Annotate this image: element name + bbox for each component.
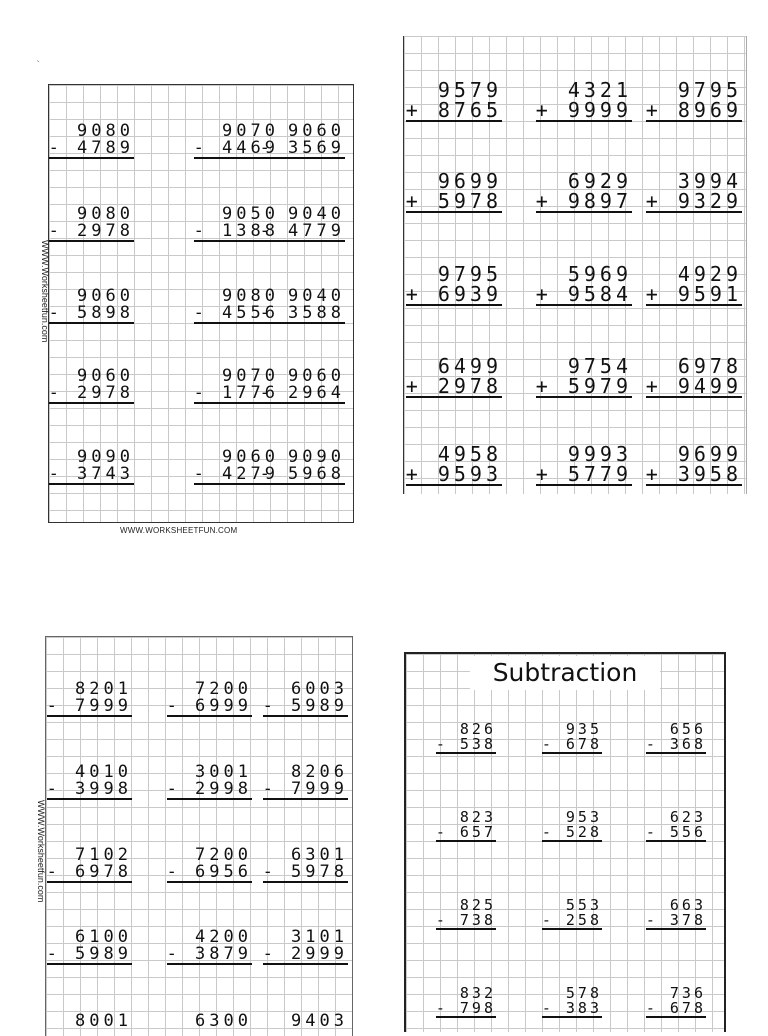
stray-mark: ` (36, 60, 41, 69)
minuend: 9403 (291, 1011, 348, 1031)
math-problem (260, 449, 345, 485)
subtraction-worksheet-a (48, 84, 354, 523)
minuend: 935 (565, 720, 602, 738)
subtrahend: - 3879 (166, 944, 252, 964)
minuend: 4200 (195, 927, 252, 947)
math-problem (167, 764, 252, 800)
subtrahend: - 738 (435, 911, 496, 929)
minuend: 9080 (77, 204, 134, 224)
math-problem (260, 368, 345, 404)
math-problem (536, 356, 632, 398)
subtrahend: + 9897 (535, 189, 632, 213)
subtrahend: + 9499 (645, 374, 742, 398)
addition-worksheet-b (403, 36, 747, 494)
minuend: 4929 (677, 262, 742, 286)
math-problem (195, 1013, 252, 1030)
minuend: 6003 (291, 679, 348, 699)
minuend: 826 (459, 720, 496, 738)
subtrahend: + 8765 (405, 98, 502, 122)
worksheet-title: Subtraction (470, 656, 660, 690)
math-problem (263, 681, 348, 717)
math-problem (646, 898, 706, 930)
side-watermark-a: WWW.Worksheetfun.com (40, 240, 50, 343)
minuend: 6978 (677, 354, 742, 378)
subtrahend: - 3743 (48, 464, 134, 484)
minuend: 623 (669, 808, 706, 826)
math-problem (646, 171, 742, 213)
minuend: 9040 (288, 286, 345, 306)
minuend: 6300 (195, 1011, 252, 1031)
minuend: 553 (565, 896, 602, 914)
subtraction-worksheet-d (404, 652, 726, 1032)
math-problem (75, 1013, 132, 1030)
subtrahend: - 2978 (48, 221, 134, 241)
minuend: 578 (565, 984, 602, 1002)
minuend: 9060 (77, 366, 134, 386)
subtrahend: + 5978 (405, 189, 502, 213)
minuend: 8001 (75, 1011, 132, 1031)
subtrahend: + 8969 (645, 98, 742, 122)
subtrahend: - 528 (541, 823, 602, 841)
subtrahend: - 368 (645, 735, 706, 753)
minuend: 736 (669, 984, 706, 1002)
minuend: 9060 (222, 447, 279, 467)
minuend: 9060 (288, 121, 345, 141)
math-problem (263, 929, 348, 965)
subtrahend: - 2998 (166, 779, 252, 799)
math-problem (646, 264, 742, 306)
minuend: 7102 (75, 845, 132, 865)
math-problem (167, 847, 252, 883)
subtrahend: - 6999 (166, 696, 252, 716)
subtrahend: + 9591 (645, 282, 742, 306)
minuend: 9699 (437, 169, 502, 193)
subtrahend: + 9593 (405, 462, 502, 486)
math-problem (406, 264, 502, 306)
math-problem (436, 898, 496, 930)
subtrahend: + 5979 (535, 374, 632, 398)
subtrahend: - 5968 (259, 464, 345, 484)
math-problem (47, 681, 132, 717)
math-problem (406, 171, 502, 213)
math-problem (536, 80, 632, 122)
math-problem (49, 288, 134, 324)
math-problem (406, 444, 502, 486)
subtrahend: - 798 (435, 999, 496, 1017)
math-problem (49, 123, 134, 159)
math-problem (646, 444, 742, 486)
minuend: 656 (669, 720, 706, 738)
minuend: 6100 (75, 927, 132, 947)
minuend: 9070 (222, 121, 279, 141)
math-problem (436, 986, 496, 1018)
minuend: 8206 (291, 762, 348, 782)
subtrahend: - 378 (645, 911, 706, 929)
subtrahend: + 9329 (645, 189, 742, 213)
minuend: 6499 (437, 354, 502, 378)
minuend: 825 (459, 896, 496, 914)
subtrahend: + 2978 (405, 374, 502, 398)
subtrahend: - 538 (435, 735, 496, 753)
math-problem (436, 722, 496, 754)
math-problem (260, 206, 345, 242)
subtrahend: - 678 (541, 735, 602, 753)
math-problem (260, 123, 345, 159)
minuend: 9754 (567, 354, 632, 378)
math-problem (167, 681, 252, 717)
subtrahend: - 4469 (193, 138, 279, 158)
minuend: 4010 (75, 762, 132, 782)
subtraction-worksheet-c (45, 636, 353, 1036)
subtrahend: - 7999 (46, 696, 132, 716)
math-problem (646, 722, 706, 754)
subtrahend: - 5898 (48, 303, 134, 323)
minuend: 9579 (437, 78, 502, 102)
minuend: 4958 (437, 442, 502, 466)
minuend: 6929 (567, 169, 632, 193)
minuend: 7200 (195, 679, 252, 699)
subtrahend: - 5989 (46, 944, 132, 964)
subtrahend: - 7999 (262, 779, 348, 799)
subtrahend: - 5978 (262, 862, 348, 882)
math-problem (536, 171, 632, 213)
math-problem (542, 986, 602, 1018)
math-problem (291, 1013, 348, 1030)
minuend: 3001 (195, 762, 252, 782)
minuend: 9090 (288, 447, 345, 467)
subtrahend: - 2999 (262, 944, 348, 964)
subtrahend: - 6956 (166, 862, 252, 882)
minuend: 9060 (77, 286, 134, 306)
minuend: 953 (565, 808, 602, 826)
minuend: 9090 (77, 447, 134, 467)
subtrahend: - 2964 (259, 383, 345, 403)
math-problem (542, 810, 602, 842)
minuend: 8201 (75, 679, 132, 699)
math-problem (436, 810, 496, 842)
subtrahend: - 1388 (193, 221, 279, 241)
minuend: 9699 (677, 442, 742, 466)
minuend: 823 (459, 808, 496, 826)
side-watermark-c: WWW.Worksheetfun.com (36, 800, 46, 903)
subtrahend: + 5779 (535, 462, 632, 486)
math-problem (47, 929, 132, 965)
minuend: 9993 (567, 442, 632, 466)
math-problem (260, 288, 345, 324)
minuend: 9795 (437, 262, 502, 286)
subtrahend: + 3958 (645, 462, 742, 486)
math-problem (263, 847, 348, 883)
math-problem (406, 80, 502, 122)
subtrahend: - 4779 (259, 221, 345, 241)
minuend: 3994 (677, 169, 742, 193)
math-problem (47, 764, 132, 800)
math-problem (542, 722, 602, 754)
minuend: 3101 (291, 927, 348, 947)
math-problem (646, 810, 706, 842)
subtrahend: - 6978 (46, 862, 132, 882)
minuend: 9080 (222, 286, 279, 306)
math-problem (49, 449, 134, 485)
math-problem (646, 986, 706, 1018)
subtrahend: - 657 (435, 823, 496, 841)
subtrahend: - 4556 (193, 303, 279, 323)
subtrahend: - 2978 (48, 383, 134, 403)
minuend: 9050 (222, 204, 279, 224)
math-problem (47, 847, 132, 883)
subtrahend: - 678 (645, 999, 706, 1017)
subtrahend: - 5989 (262, 696, 348, 716)
subtrahend: - 1776 (193, 383, 279, 403)
subtrahend: + 9584 (535, 282, 632, 306)
minuend: 6301 (291, 845, 348, 865)
subtrahend: - 4279 (193, 464, 279, 484)
footer-watermark-a: WWW.WORKSHEETFUN.COM (120, 526, 238, 535)
minuend: 9040 (288, 204, 345, 224)
subtrahend: + 9999 (535, 98, 632, 122)
math-problem (646, 80, 742, 122)
subtrahend: - 3998 (46, 779, 132, 799)
minuend: 5969 (567, 262, 632, 286)
math-problem (536, 444, 632, 486)
subtrahend: - 258 (541, 911, 602, 929)
subtrahend: + 6939 (405, 282, 502, 306)
math-problem (536, 264, 632, 306)
minuend: 9060 (288, 366, 345, 386)
minuend: 4321 (567, 78, 632, 102)
minuend: 7200 (195, 845, 252, 865)
subtrahend: - 3588 (259, 303, 345, 323)
subtrahend: - 3569 (259, 138, 345, 158)
math-problem (646, 356, 742, 398)
subtrahend: - 4789 (48, 138, 134, 158)
math-problem (167, 929, 252, 965)
minuend: 9070 (222, 366, 279, 386)
minuend: 9795 (677, 78, 742, 102)
minuend: 663 (669, 896, 706, 914)
minuend: 9080 (77, 121, 134, 141)
math-problem (263, 764, 348, 800)
subtrahend: - 556 (645, 823, 706, 841)
subtrahend: - 383 (541, 999, 602, 1017)
minuend: 832 (459, 984, 496, 1002)
math-problem (49, 368, 134, 404)
math-problem (49, 206, 134, 242)
math-problem (406, 356, 502, 398)
math-problem (542, 898, 602, 930)
